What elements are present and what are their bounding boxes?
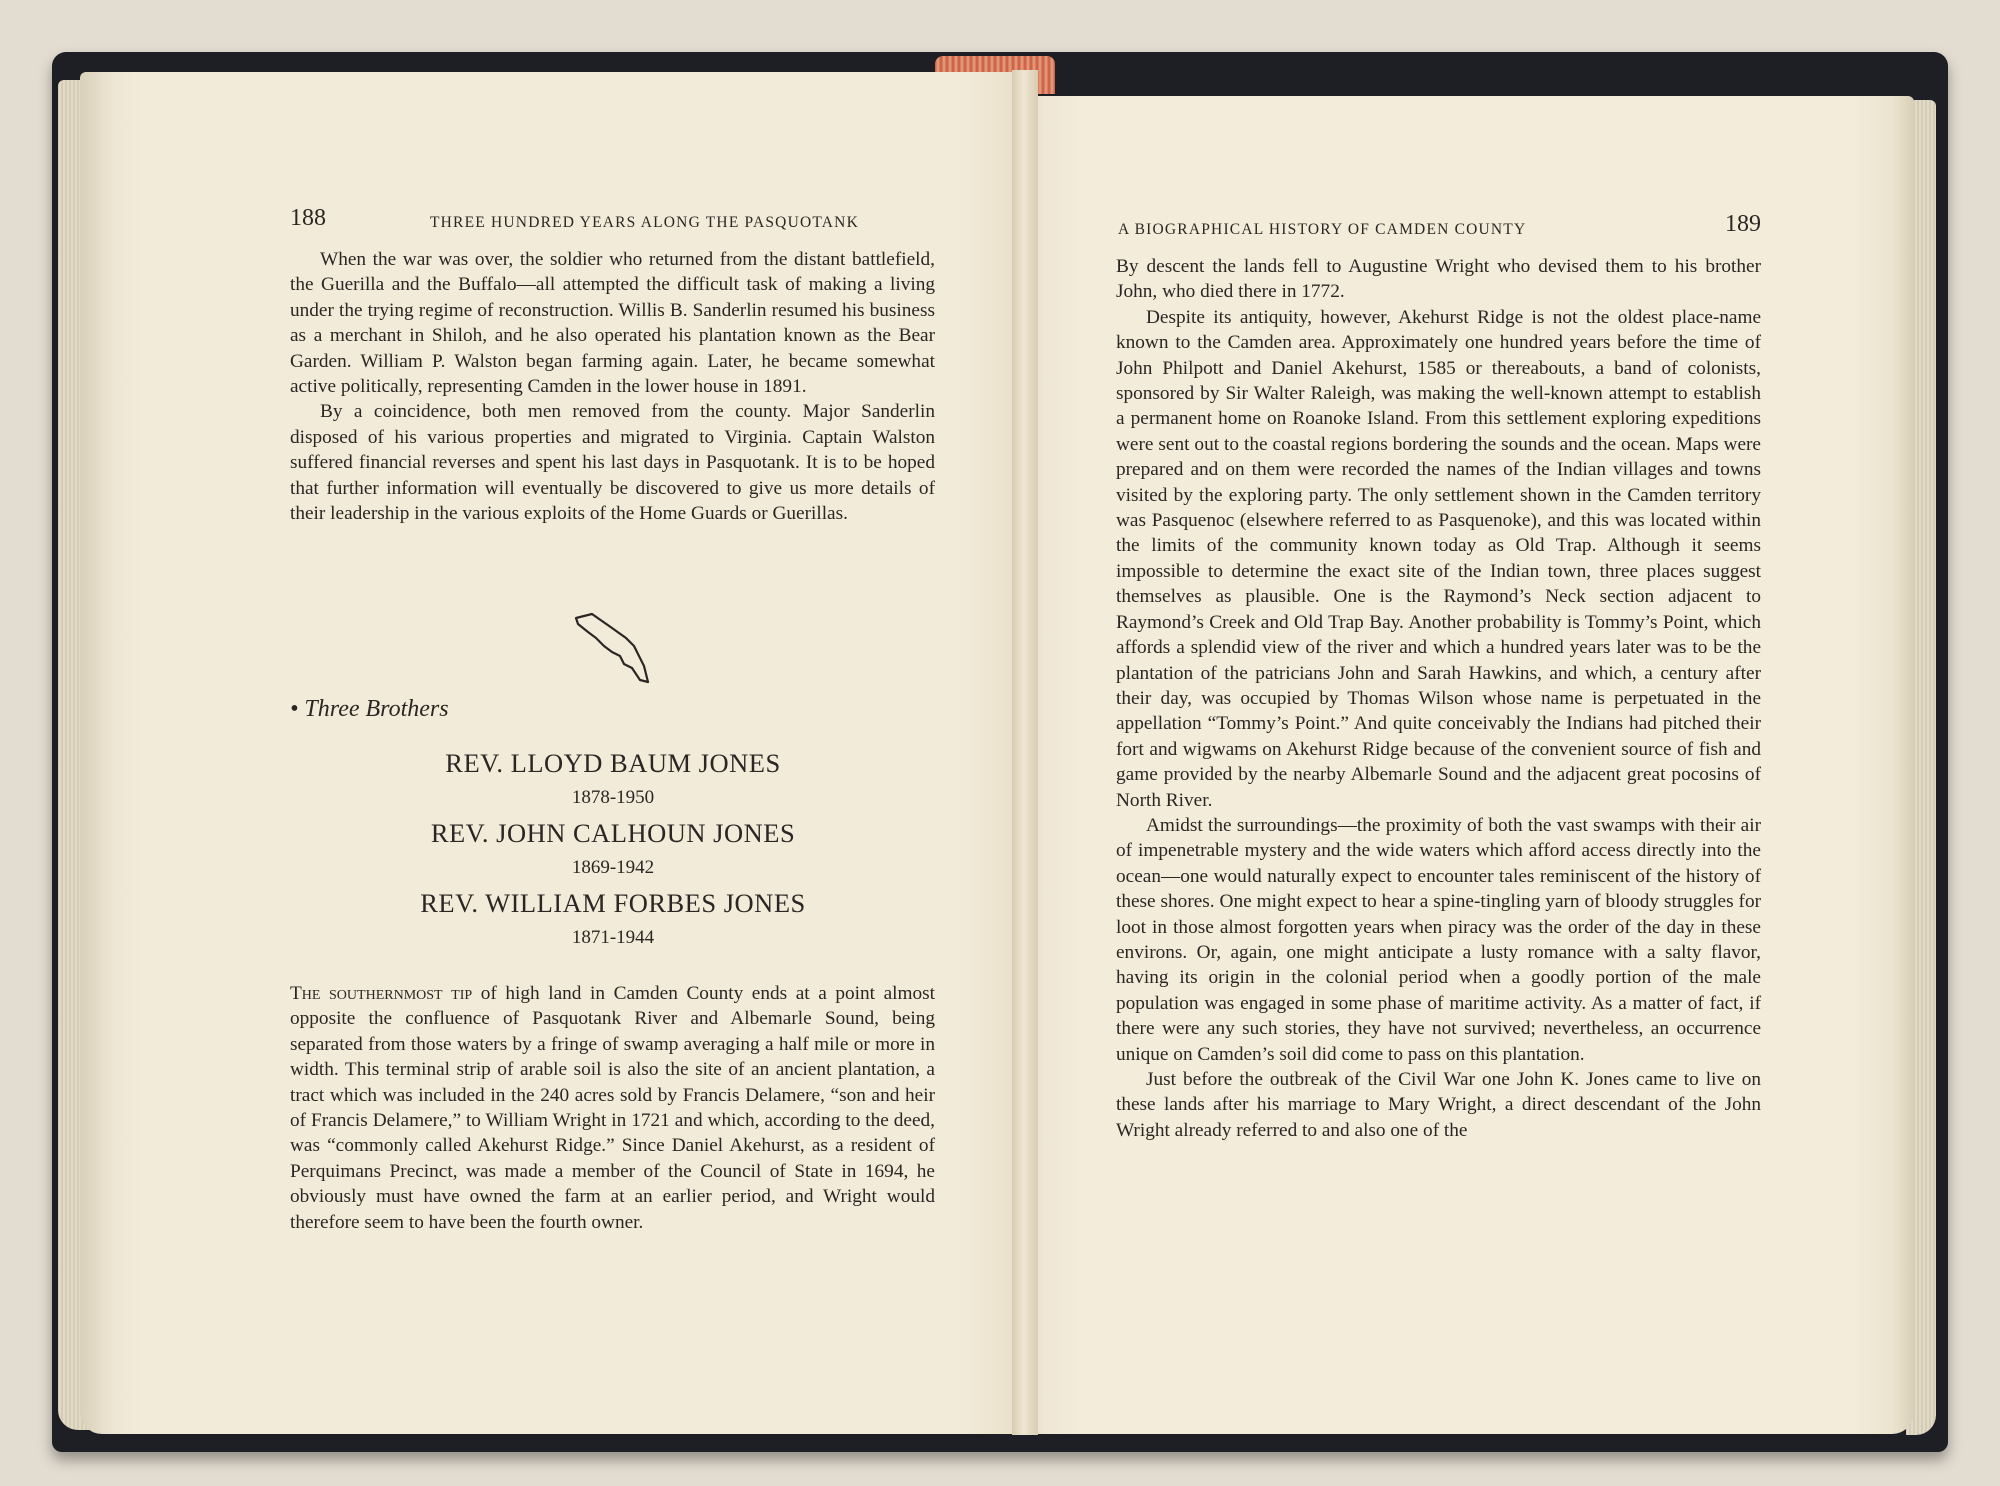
brother-name-1: REV. LLOYD BAUM JONES — [445, 748, 781, 778]
right-paragraph-1: By descent the lands fell to Augustine Wright who devised them to his brother John, who died there in 1772. — [1116, 256, 1761, 303]
right-running-head: A BIOGRAPHICAL HISTORY OF CAMDEN COUNTY — [1118, 221, 1527, 238]
left-bottom-text — [290, 981, 935, 1235]
brothers-names — [290, 746, 936, 956]
right-paragraph-2: Despite its antiquity, however, Akehurst Ridge is not the oldest place-name known to the Camden area. Approximately one hundred years before the time of John Philpott and Daniel Akehurst, 1585 or thereabouts, a band of colonists, sponsored by Sir Walter Raleigh, was making the well-known attempt to establish a permanent home on Roanoke Island. From this settlement exploring expeditions were sent out to the coastal regions bordering the sounds and the ocean. Maps were prepared and on them were recorded the names of the Indian villages and towns visited by the exploring party. The only settlement shown in the Camden territory was Pasquenoc (elsewhere referred to as Pasquenoke), and this was located within the limits of the community known today as Old Trap. Although it seems impossible to determine the exact site of the Indian town, three places suggest themselves as plausible. One is the Raymond’s Neck section adjacent to Raymond’s Creek and Old Trap Bay. Another probability is Tommy’s Point, which affords a splendid view of the river and which a hundred years later was to be the plantation of the patricians John and Sarah Hawkins, and which, a century after their day, was occupied by Thomas Wilson whose name is perpetuated in the appellation “Tommy’s Point.” And quite conceivably the Indians had pitched their fort and wigwams on Akehurst Ridge because of the convenient source of fish and game provided by the nearby Albemarle Sound and the adjacent great pocosins of North River. — [1116, 306, 1761, 811]
left-running-head: THREE HUNDRED YEARS ALONG THE PASQUOTANK — [430, 214, 859, 231]
brother-name-3: REV. WILLIAM FORBES JONES — [420, 888, 806, 918]
opening-rest: of high land in Camden County ends at a point almost opposite the confluence of Pasquotank River and Albemarle Sound, being separated from those waters by a fringe of swamp averaging a half mile or more in width. This terminal strip of arable soil is also the site of an ancient plantation, a tract which was included in the 240 acres sold by Francis Delamere, “son and heir of Francis Delamere,” to William Wright in 1721 and which, according to the deed, was “commonly called Akehurst Ridge.” Since Daniel Akehurst, as a resident of Perquimans Precinct, was made a member of the Council of State in 1694, he obviously must have owned the farm at an earlier period, and Wright would therefore seem to have been the fourth owner. — [290, 983, 935, 1233]
left-page-number: 188 — [290, 205, 326, 231]
right-paragraph-3: Amidst the surroundings—the proximity of both the vast swamps with their air of impenetrable mystery and the wide waters which afford access directly into the ocean—one would naturally expect to encounter tales reminiscent of the history of these shores. One might expect to hear a spine-tingling yarn of bloody struggles for loot in those almost forgotten years when piracy was the order of the day in these environs. Or, again, one might anticipate a lusty romance with a salty flavor, having its origin in the colonial period when a goodly portion of the male population was engaged in some phase of maritime activity. As a matter of fact, if there were any such stories, they have not survived; nevertheless, an occurrence unique on Camden’s soil did come to pass on this plantation. — [1116, 814, 1761, 1065]
brother-name-2: REV. JOHN CALHOUN JONES — [430, 818, 796, 848]
opening-smallcaps: The southernmost tip — [290, 983, 473, 1004]
right-text — [1116, 254, 1761, 1143]
brother-years-3: 1871-1944 — [571, 927, 655, 948]
left-paragraph-3 — [290, 981, 935, 1235]
book-gutter — [1012, 70, 1038, 1435]
brother-years-2: 1869-1942 — [571, 857, 655, 878]
right-paragraph-4: Just before the outbreak of the Civil War one John K. Jones came to live on these lands after his marriage to Mary Wright, a direct descendant of the John Wright already referred to and also one of the — [1116, 1069, 1761, 1141]
left-paragraph-1: When the war was over, the soldier who returned from the distant battlefield, the Guerilla and the Buffalo—all attempted the difficult task of making a living under the trying regime of reconstruction. Willis B. Sanderlin resumed his business as a merchant in Shiloh, and he also operated his plantation known as the Bear Garden. William P. Walston began farming again. Later, he became somewhat active politically, representing Camden in the lower house in 1891. — [290, 249, 935, 398]
brother-years-1: 1878-1950 — [571, 787, 655, 808]
county-outline-icon — [574, 612, 650, 686]
left-top-text — [290, 247, 935, 526]
right-page-number: 189 — [1725, 211, 1761, 237]
left-paragraph-2: By a coincidence, both men removed from the county. Major Sanderlin disposed of his various properties and migrated to Virginia. Captain Walston suffered financial reverses and spent his last days in Pasquotank. It is to be hoped that further information will eventually be discovered to give us more details of their leadership in the various exploits of the Home Guards or Guerillas. — [290, 401, 935, 525]
section-label: • Three Brothers — [290, 696, 449, 722]
